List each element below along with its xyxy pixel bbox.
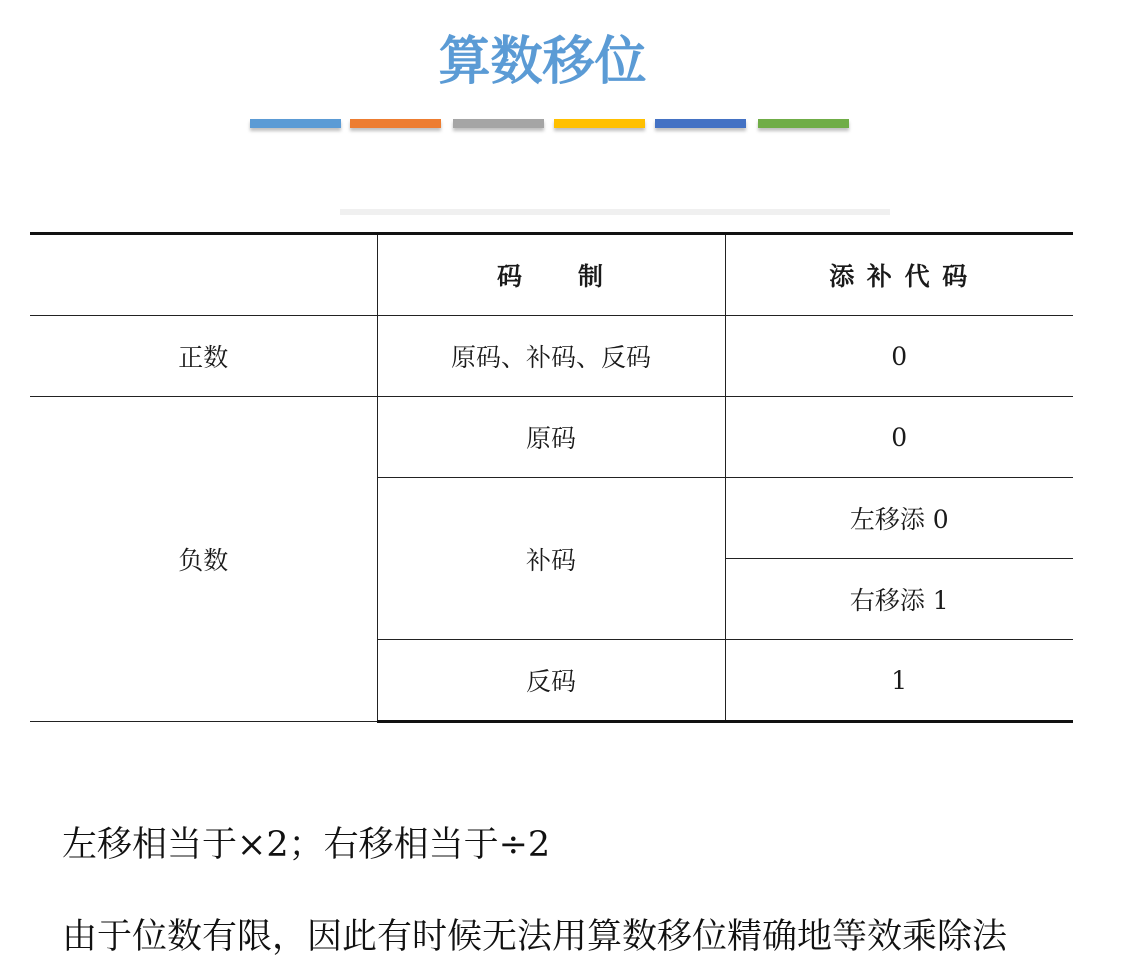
decorative-color-bars [250, 119, 850, 131]
color-bar-4 [554, 119, 645, 128]
color-bar-6 [758, 119, 849, 128]
note-precision-limit: 由于位数有限，因此有时候无法用算数移位精确地等效乘除法 [62, 917, 1008, 957]
row-label-positive: 正数 [30, 316, 377, 397]
row-label-negative: 负数 [30, 397, 377, 722]
color-bar-3 [453, 119, 544, 128]
cell-neg-complement-fill-right: 右移添 1 [725, 559, 1073, 640]
page-title: 算数移位 [438, 32, 647, 92]
faded-scan-artifact [340, 209, 890, 215]
header-empty-cell [30, 234, 377, 316]
cell-neg-ones-fill: 1 [725, 640, 1073, 722]
header-fill-code: 添 补 代 码 [725, 234, 1073, 316]
color-bar-5 [655, 119, 746, 128]
shift-fill-table [30, 232, 1073, 723]
table-row [30, 397, 1073, 478]
cell-neg-original-code: 原码 [377, 397, 725, 478]
color-bar-1 [250, 119, 341, 128]
header-code-system: 码 制 [377, 234, 725, 316]
note-shift-equivalence: 左移相当于×2；右移相当于÷2 [62, 825, 551, 865]
color-bar-2 [350, 119, 441, 128]
table-row [30, 316, 1073, 397]
notes-section [62, 822, 1007, 960]
cell-positive-fill: 0 [725, 316, 1073, 397]
cell-neg-ones-code: 反码 [377, 640, 725, 722]
cell-neg-complement-code: 补码 [377, 478, 725, 640]
table-header-row [30, 234, 1073, 316]
cell-neg-original-fill: 0 [725, 397, 1073, 478]
cell-neg-complement-fill-left: 左移添 0 [725, 478, 1073, 559]
cell-positive-code: 原码、补码、反码 [377, 316, 725, 397]
